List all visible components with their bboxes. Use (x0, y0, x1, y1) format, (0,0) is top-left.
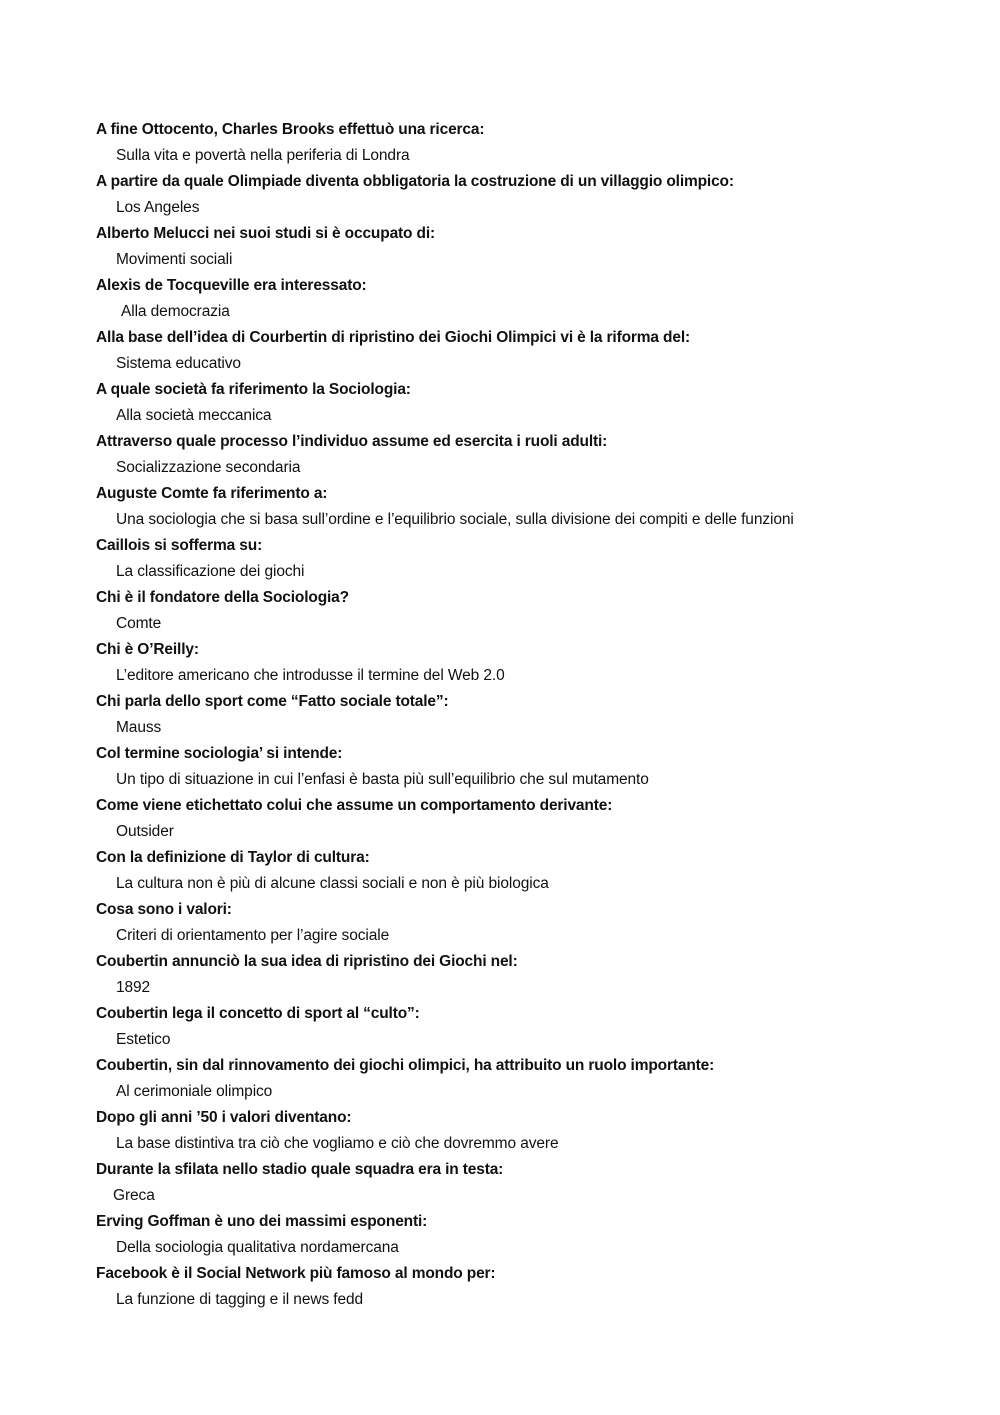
question-text: Coubertin annunciò la sua idea di ripristino dei Giochi nel: (96, 953, 518, 970)
answer-text: La funzione di tagging e il news fedd (116, 1291, 364, 1308)
answer-text: L’editore americano che introdusse il termine del Web 2.0 (116, 667, 505, 684)
qa-item (96, 429, 976, 481)
question-text: Chi è O’Reilly: (96, 641, 199, 658)
question-text: Chi parla dello sport come “Fatto sociale totale”: (96, 693, 449, 710)
qa-item (96, 377, 976, 429)
question-text: Coubertin lega il concetto di sport al “culto”: (96, 1005, 420, 1022)
answer-text: La classificazione dei giochi (116, 563, 305, 580)
answer-text: Sulla vita e povertà nella periferia di Londra (116, 147, 410, 164)
answer-text: Los Angeles (116, 199, 200, 216)
answer-text: Alla società meccanica (116, 407, 272, 424)
qa-item (96, 1105, 976, 1157)
question-text: Come viene etichettato colui che assume un comportamento derivante: (96, 797, 613, 814)
question-text: Caillois si sofferma su: (96, 537, 263, 554)
qa-item (96, 533, 976, 585)
question-text: Dopo gli anni ’50 i valori diventano: (96, 1109, 352, 1126)
qa-item (96, 897, 976, 949)
answer-text: Comte (116, 615, 162, 632)
question-text: Coubertin, sin dal rinnovamento dei giochi olimpici, ha attribuito un ruolo importante: (96, 1057, 715, 1074)
answer-text: Un tipo di situazione in cui l’enfasi è basta più sull’equilibrio che sul mutamento (116, 771, 649, 788)
answer-text: Alla democrazia (121, 303, 230, 320)
qa-item (96, 949, 976, 1001)
qa-item (96, 1157, 976, 1209)
question-text: Attraverso quale processo l’individuo assume ed esercita i ruoli adulti: (96, 433, 608, 450)
answer-text: La cultura non è più di alcune classi sociali e non è più biologica (116, 875, 549, 892)
qa-item (96, 1209, 976, 1261)
question-text: Alla base dell’idea di Courbertin di ripristino dei Giochi Olimpici vi è la riforma del: (96, 329, 691, 346)
question-text: Alberto Melucci nei suoi studi si è occupato di: (96, 225, 436, 242)
qa-item (96, 1053, 976, 1105)
answer-text: Mauss (116, 719, 162, 736)
qa-item (96, 481, 976, 533)
answer-text: Movimenti sociali (116, 251, 233, 268)
answer-text: Estetico (116, 1031, 171, 1048)
question-text: Chi è il fondatore della Sociologia? (96, 589, 349, 606)
qa-item (96, 1261, 976, 1313)
answer-text: Greca (113, 1187, 155, 1204)
qa-item (96, 793, 976, 845)
qa-item (96, 1001, 976, 1053)
answer-text: La base distintiva tra ciò che vogliamo e ciò che dovremmo avere (116, 1135, 559, 1152)
question-text: Erving Goffman è uno dei massimi esponenti: (96, 1213, 428, 1230)
qa-item (96, 117, 976, 169)
question-text: A partire da quale Olimpiade diventa obbligatoria la costruzione di un villaggio olimpico: (96, 173, 734, 190)
question-text: Auguste Comte fa riferimento a: (96, 485, 328, 502)
qa-item (96, 325, 976, 377)
qa-item (96, 845, 976, 897)
qa-item (96, 221, 976, 273)
question-text: Alexis de Tocqueville era interessato: (96, 277, 367, 294)
qa-item (96, 689, 976, 741)
answer-text: Una sociologia che si basa sull’ordine e l’equilibrio sociale, sulla divisione dei compiti e delle funzioni (116, 511, 794, 528)
question-text: Facebook è il Social Network più famoso al mondo per: (96, 1265, 496, 1282)
question-text: Cosa sono i valori: (96, 901, 232, 918)
answer-text: Della sociologia qualitativa nordamercana (116, 1239, 399, 1256)
qa-item (96, 273, 976, 325)
question-text: A fine Ottocento, Charles Brooks effettuò una ricerca: (96, 121, 485, 138)
qa-list (96, 117, 976, 1313)
question-text: A quale società fa riferimento la Sociologia: (96, 381, 411, 398)
question-text: Con la definizione di Taylor di cultura: (96, 849, 370, 866)
answer-text: 1892 (116, 979, 151, 996)
answer-text: Al cerimoniale olimpico (116, 1083, 273, 1100)
qa-item (96, 741, 976, 793)
answer-text: Socializzazione secondaria (116, 459, 301, 476)
qa-item (96, 637, 976, 689)
question-text: Col termine sociologia’ si intende: (96, 745, 343, 762)
answer-text: Outsider (116, 823, 174, 840)
answer-text: Sistema educativo (116, 355, 241, 372)
answer-text: Criteri di orientamento per l’agire sociale (116, 927, 390, 944)
qa-item (96, 585, 976, 637)
question-text: Durante la sfilata nello stadio quale squadra era in testa: (96, 1161, 504, 1178)
qa-item (96, 169, 976, 221)
